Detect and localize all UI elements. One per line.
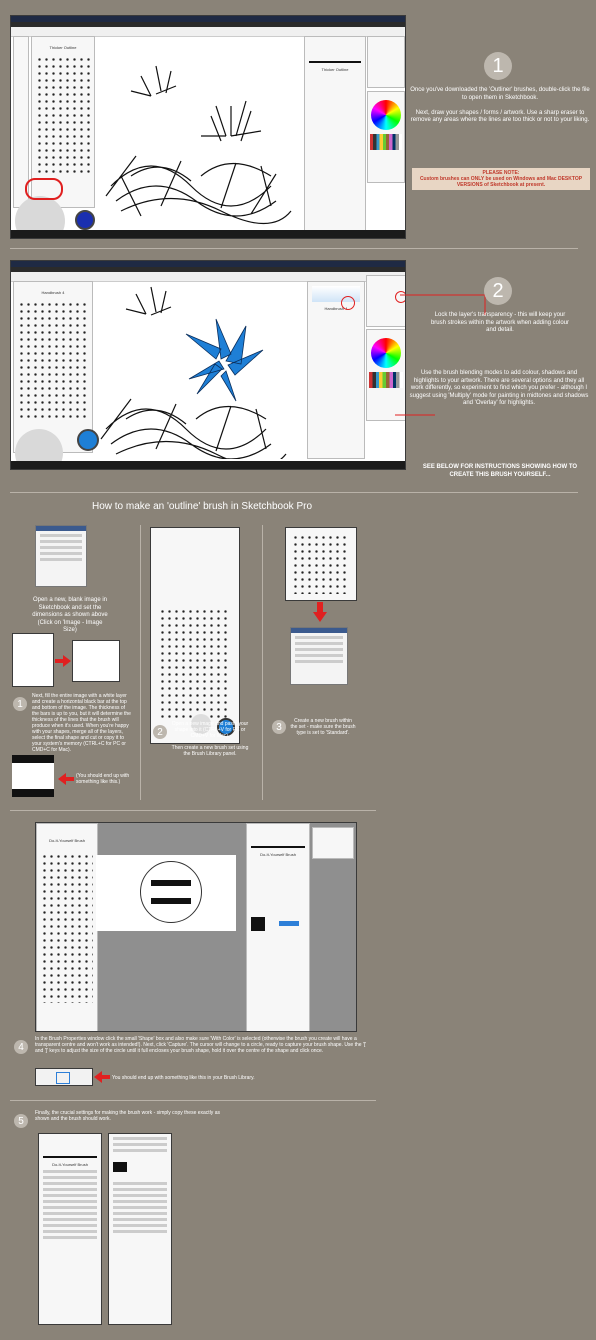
transparency-lock-highlight [341,296,355,310]
column-divider [140,525,141,800]
step5-text: Finally, the crucial settings for making the brush work - simply copy these exactly as shown and the brush should work. [35,1110,220,1122]
substep-number-badge: 1 [13,697,27,711]
callout-lines [395,285,585,435]
layer-menu-shot [72,640,120,682]
note-text: Custom brushes can ONLY be used on Windows and Mac DESKTOP VERSIONS of Sketchbook at present. [419,176,583,188]
shape-bar [151,898,191,904]
brush-library-panel[interactable] [13,281,93,453]
brush-library-shot [150,527,240,744]
taskbar [11,230,405,238]
see-below-text: SEE BELOW FOR INSTRUCTIONS SHOWING HOW TO CREATE THIS BRUSH YOURSELF... [422,464,578,478]
section-divider [10,248,578,249]
step2-blend-text: Use the brush blending modes to add colour, shadows and highlights to your artwork. There are several options and they all work differently, so experiment to find which you prefer - although I suggest using 'Multiply' mode for painting in midtones and shadows and 'Overlay' for highlights. [409,370,589,406]
brush-library-panel[interactable] [36,823,98,1032]
brush-set-shot [285,527,357,601]
brush-preview [43,1138,97,1158]
brush-settings-shot-b [108,1133,172,1325]
color-puck[interactable] [77,429,99,451]
shape-bar [151,880,191,886]
step-number-badge: 5 [14,1114,28,1128]
section-divider [10,810,376,811]
grass-sketch [101,36,301,226]
create-brush-dialog[interactable] [290,627,348,685]
substep2-text: Open a new image and paste your shape into it (CTRL+V for PC or CMD+V for Mac). Then create a new brush set using the Brush Library panel. [171,721,249,757]
red-arrow-down-icon [313,602,327,622]
step-number-badge: 1 [484,52,512,80]
color-editor-panel[interactable] [367,91,405,183]
substep1-result-text: (You should end up with something like this.) [76,773,130,785]
brush-name-label: Do-It-Yourself Brush [52,1162,88,1167]
brush-preview [251,828,305,848]
capture-screenshot [35,822,357,1032]
layer-panel[interactable] [312,827,354,859]
brush-grid [292,534,350,594]
result-image [12,755,54,797]
brush-thumb [56,1072,70,1084]
red-arrow-icon [58,773,74,785]
image-size-dialog[interactable] [35,525,87,587]
brush-preview [309,41,361,63]
colored-grass-sketch [96,279,306,459]
section-divider [10,492,578,493]
color-swatches[interactable] [370,134,402,150]
color-wheel[interactable] [371,100,401,130]
brush-grid [159,608,231,718]
layer-panel-shot [12,633,54,687]
substep3-text: Create a new brush within the set - make sure the brush type is set to 'Standard'. [290,718,356,736]
dialog-title-bar [36,526,86,531]
brush-grid[interactable] [36,56,90,176]
brush-name-label: Handbrush 4 [41,290,65,295]
brush-properties-panel[interactable] [307,281,365,459]
section-divider [10,1100,376,1101]
step4-result-text: You should end up with something like this in your Brush Library. [112,1075,255,1081]
capture-circle [140,861,202,923]
brush-name-label: Do-It-Yourself Brush [49,838,85,843]
sketchbook-window-step2 [10,260,406,470]
step4-text: In the Brush Properties window click the small 'Shape' box and also make sure 'With Color' is selected (otherwise the brush you create will have a transparent centre and won't work as intended!). Next, click 'Capture'. The cursor will change to a circle, ready to capture your brush shape. Use the '[' and ']' keys to adjust the size of the circle until it full encloses your brush shape, hold it over the centre of the shape and click once. [35,1036,367,1054]
step-number-badge: 2 [484,277,512,305]
shape-thumbnail [113,1162,127,1172]
taskbar [11,461,405,469]
brush-name-label: Do-It-Yourself Brush [260,852,296,857]
brush-library-result [35,1068,93,1086]
brush-properties-panel[interactable] [304,36,366,234]
note-box [412,168,590,190]
column-divider [262,525,263,800]
brush-grid[interactable] [41,853,93,1003]
note-title: PLEASE NOTE: [482,170,520,176]
brush-properties-panel[interactable] [246,823,310,1032]
step2-lock-text: Lock the layer's transparency - this will keep your brush strokes within the artwork when adding colour and detail. [430,312,570,333]
step-number-badge: 4 [14,1040,28,1054]
shape-thumbnail[interactable] [251,917,265,931]
brush-grid[interactable] [18,301,88,421]
highlight-circle [25,178,63,200]
substep-number-badge: 3 [272,720,286,734]
step1-instructions: Once you've downloaded the 'Outliner' brushes, double-click the file to open them in Sketchbook. Next, draw your shapes / forms / artwork. Use a sharp eraser to remove any areas where the lines are too thick or not to your liking. [410,87,590,123]
dialog-title-bar [291,628,347,633]
canvas[interactable] [101,36,301,226]
canvas[interactable] [96,855,236,931]
brush-name-label: Handbrush 4 [324,306,348,311]
layer-panel[interactable] [367,36,405,88]
brush-name-label: Thicker Outline [321,67,349,72]
red-arrow-icon [94,1071,110,1083]
brush-settings-shot-a [38,1133,102,1325]
howto-title: How to make an 'outline' brush in Sketchbook Pro [91,501,313,512]
canvas[interactable] [96,279,306,459]
substep1-top-text: Open a new, blank image in Sketchbook and set the dimensions as shown above (Click on 'Image - Image Size) [32,597,108,633]
capture-button[interactable] [279,921,299,926]
red-arrow-icon [55,655,71,667]
substep-number-badge: 2 [153,725,167,739]
color-puck[interactable] [75,210,95,230]
substep1-main-text: Next, fill the entire image with a white layer and create a horizontal black bar at the top and bottom of the image. The thickness of the bars is up to you, but it will determine the thickness of the lines that the brush will produce when it's used. When you're happy with your shapes, merge all of the layers, select the final shape and cut or copy it to your system's memory (CTRL+C for PC or CMD+C for Mac). [32,693,131,753]
brush-name-label: Thicker Outline [49,45,77,50]
sketchbook-window-step1 [10,15,406,239]
